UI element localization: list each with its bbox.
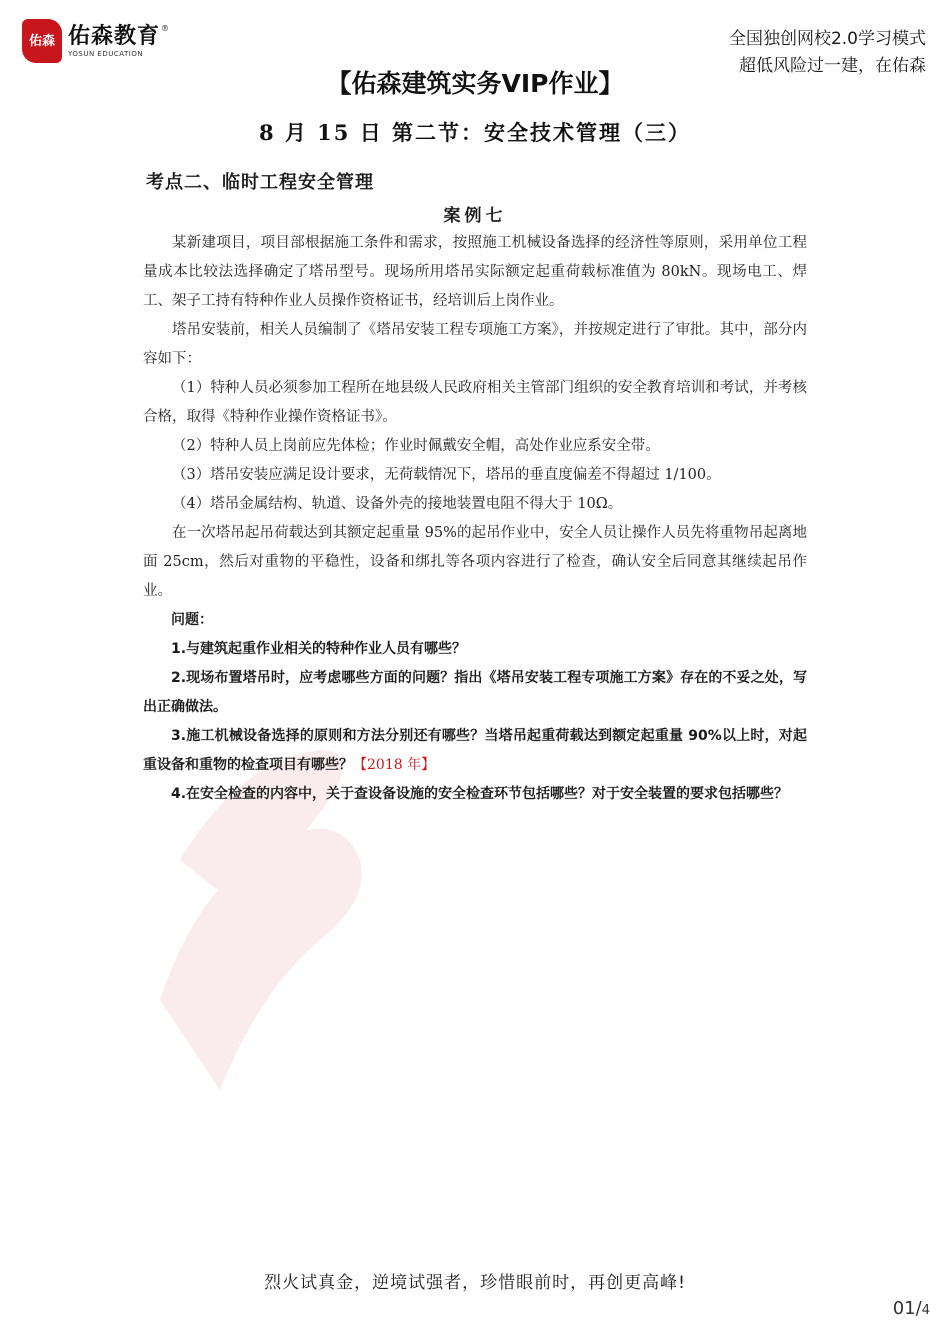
case-heading: 案例七 bbox=[443, 206, 507, 226]
footer-motto: 烈火试真金，逆境试强者，珍惜眼前时，再创更高峰! bbox=[264, 1273, 686, 1293]
document-body bbox=[143, 229, 807, 809]
page-total: 4 bbox=[921, 1303, 930, 1318]
question-2: 2.现场布置塔吊时，应考虑哪些方面的问题？指出《塔吊安装工程专项施工方案》存在的不妥之处，写出正确做法。 bbox=[143, 670, 807, 715]
question-3-text: 3.施工机械设备选择的原则和方法分别还有哪些？当塔吊起重荷载达到额定起重量 90%以上时，对起重设备和重物的检查项目有哪些？ bbox=[143, 728, 807, 773]
paragraph: （4）塔吊金属结构、轨道、设备外壳的接地装置电阻不得大于 10Ω。 bbox=[172, 496, 623, 512]
questions-label: 问题： bbox=[171, 612, 213, 628]
section-heading: 考点二、临时工程安全管理 bbox=[146, 172, 374, 193]
paragraph: （3）塔吊安装应满足设计要求，无荷载情况下，塔吊的垂直度偏差不得超过 1/100。 bbox=[172, 467, 721, 483]
brand-logo bbox=[22, 16, 169, 66]
year-tag: 【2018 年】 bbox=[353, 757, 436, 773]
registered-mark: ® bbox=[161, 24, 170, 33]
logo-name: 佑森教育 bbox=[68, 24, 161, 49]
paragraph: （1）特种人员必须参加工程所在地县级人民政府相关主管部门组织的安全教育培训和考试，并考核合格，取得《特种作业操作资格证书》。 bbox=[143, 380, 807, 425]
paragraph: （2）特种人员上岗前应先体检；作业时佩戴安全帽，高处作业应系安全带。 bbox=[172, 438, 660, 454]
logo-english: YOSUN EDUCATION bbox=[68, 50, 144, 58]
slogan-line-1: 全国独创网校2.0学习模式 bbox=[728, 29, 926, 49]
page-current: 01/ bbox=[892, 1298, 922, 1319]
paragraph: 某新建项目，项目部根据施工条件和需求，按照施工机械设备选择的经济性等原则，采用单位工程量成本比较法选择确定了塔吊型号。现场所用塔吊实际额定起重荷载标准值为 80kN。现场电工、焊工、架子工持有特种作业人员操作资格证书，经培训后上岗作业。 bbox=[143, 235, 807, 309]
question-1: 1.与建筑起重作业相关的特种作业人员有哪些？ bbox=[171, 641, 467, 657]
document-subtitle: 8 月 15 日 第二节：安全技术管理（三） bbox=[258, 120, 692, 145]
logo-mark: 佑森 bbox=[22, 19, 62, 63]
paragraph: 在一次塔吊起吊荷载达到其额定起重量 95%的起吊作业中，安全人员让操作人员先将重物吊起离地面 25cm，然后对重物的平稳性，设备和绑扎等各项内容进行了检查，确认安全后同意其继续起吊作业。 bbox=[143, 525, 807, 599]
paragraph: 塔吊安装前，相关人员编制了《塔吊安装工程专项施工方案》，并按规定进行了审批。其中，部分内容如下： bbox=[143, 322, 807, 367]
question-4: 4.在安全检查的内容中，关于查设备设施的安全检查环节包括哪些？对于安全装置的要求包括哪些？ bbox=[171, 786, 789, 802]
document-title: 【佑森建筑实务VIP作业】 bbox=[326, 69, 624, 98]
slogan-line-2: 超低风险过一建，在佑森 bbox=[739, 56, 926, 76]
question-3 bbox=[143, 722, 807, 780]
page-number bbox=[893, 1298, 930, 1319]
